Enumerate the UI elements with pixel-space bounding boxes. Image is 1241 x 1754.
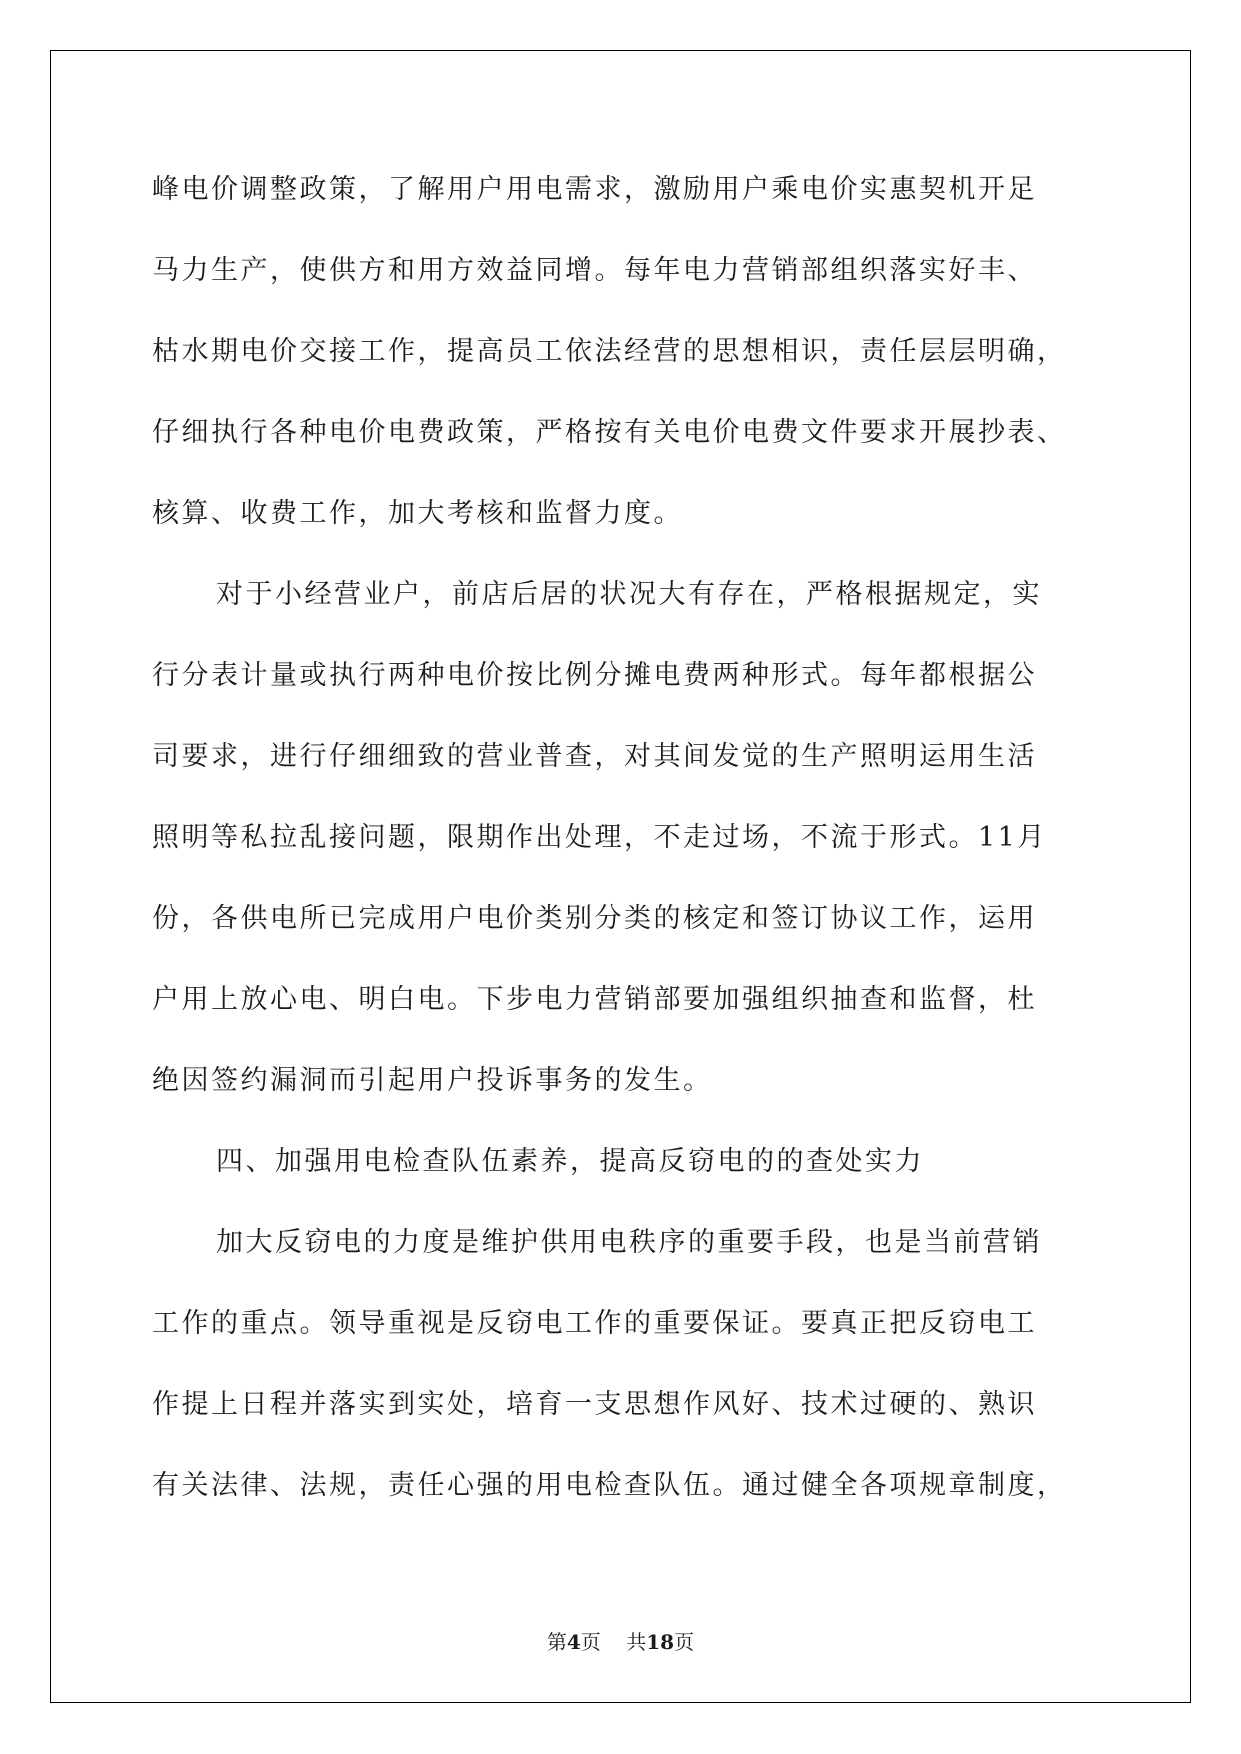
text-line: 户用上放心电、明白电。下步电力营销部要加强组织抽查和监督，杜 [152,984,1037,1015]
footer-middle: 页 共 [580,1630,647,1654]
footer-total-pages: 18 [646,1630,675,1654]
text-line: 峰电价调整政策，了解用户用电需求，激励用户乘电价实惠契机开足 [152,174,1037,205]
text-line: 工作的重点。领导重视是反窃电工作的重要保证。要真正把反窃电工 [152,1308,1037,1339]
text-line: 行分表计量或执行两种电价按比例分摊电费两种形式。每年都根据公 [152,660,1037,691]
text-line: 对于小经营业户，前店后居的状况大有存在，严格根据规定，实 [216,579,1042,610]
text-line: 加大反窃电的力度是维护供用电秩序的重要手段，也是当前营销 [216,1227,1042,1258]
text-line: 绝因签约漏洞而引起用户投诉事务的发生。 [152,1065,713,1096]
footer-suffix: 页 [674,1630,695,1654]
text-line: 仔细执行各种电价电费政策，严格按有关电价电费文件要求开展抄表、 [152,417,1067,448]
text-line: 四、加强用电检查队伍素养，提高反窃电的的查处实力 [216,1146,924,1177]
text-line: 司要求，进行仔细细致的营业普查，对其间发觉的生产照明运用生活 [152,741,1037,772]
footer-prefix: 第 [546,1630,567,1654]
text-line: 作提上日程并落实到实处，培育一支思想作风好、技术过硬的、熟识 [152,1389,1037,1420]
text-line: 核算、收费工作，加大考核和监督力度。 [152,498,683,529]
footer-page-number: 4 [566,1630,581,1654]
page-footer [0,1626,1241,1655]
document-body [152,160,1092,1537]
text-line: 枯水期电价交接工作，提高员工依法经营的思想相识，责任层层明确， [152,336,1067,367]
text-line: 份，各供电所已完成用户电价类别分类的核定和签订协议工作，运用 [152,903,1037,934]
text-line: 有关法律、法规，责任心强的用电检查队伍。通过健全各项规章制度， [152,1470,1067,1501]
text-line: 马力生产，使供方和用方效益同增。每年电力营销部组织落实好丰、 [152,255,1037,286]
text-line: 照明等私拉乱接问题，限期作出处理，不走过场，不流于形式。11月 [152,822,1047,853]
